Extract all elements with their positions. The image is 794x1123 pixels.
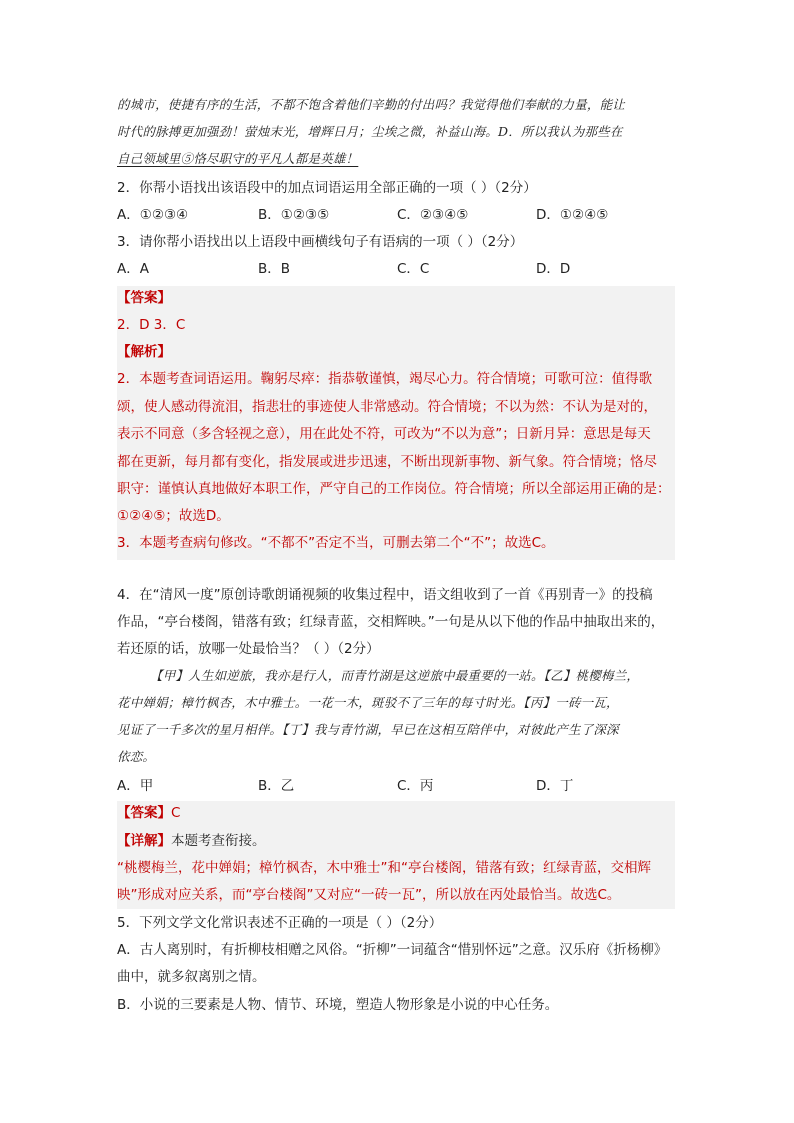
answer-tag-2: 【答案】 — [117, 805, 171, 821]
analysis-line-5: 职守：谨慎认真地做好本职工作，严守自己的工作岗位。符合情境；所以全部运用正确的是： — [117, 481, 671, 497]
analysis-line-2: 颂，使人感动得流泪，指悲壮的事迹使人非常感动。符合情境；不以为然：不认为是对的， — [117, 399, 657, 415]
passage-line-2: 时代的脉搏更加强劲！萤烛末光，增辉日月；尘埃之微，补益山海。D．所以我认为那些在 — [117, 124, 623, 139]
q4-line-2: 作品，“亭台楼阁，错落有致；红绿青蓝，交相辉映。”一句是从以下他的作品中抽取出来的， — [117, 614, 665, 630]
q3-option-a: A．A — [117, 261, 149, 277]
q3-option-c: C．C — [397, 261, 430, 277]
q4-line-3: 若还原的话，放哪一处最恰当？（ ）（2分） — [117, 641, 380, 657]
q4-quote-line-1: 【甲】人生如逆旅，我亦是行人，而青竹湖是这逆旅中最重要的一站。【乙】桃樱梅兰， — [150, 668, 640, 683]
q4-option-a: A．甲 — [117, 778, 154, 794]
q2-option-b: B．①②③⑤ — [258, 207, 330, 223]
analysis-line-6: ①②④⑤；故选D。 — [117, 508, 230, 524]
q4-quote-line-2: 花中婵娟；樟竹枫杏，木中雅士。一花一木，斑驳不了三年的每寸时光。【丙】一砖一瓦， — [117, 695, 619, 710]
q5-option-a-line-2: 曲中，就多叙离别之情。 — [117, 969, 266, 985]
answer-tag-1: 【答案】 — [117, 290, 171, 306]
detail-intro: 本题考查衔接。 — [171, 833, 266, 849]
answer-text-1: 2．D 3．C — [117, 317, 186, 333]
detail-row — [117, 831, 266, 851]
detail-line-2: 映”形成对应关系，而“亭台楼阁”又对应“一砖一瓦”，所以放在丙处最恰当。故选C。 — [117, 887, 621, 903]
passage-line-3: 自己领域里⑤恪尽职守的平凡人都是英雄！ — [117, 151, 359, 166]
q4-option-c: C．丙 — [397, 778, 434, 794]
q2-stem: 2．你帮小语找出该语段中的加点词语运用全部正确的一项（ ）（2分） — [117, 180, 537, 196]
analysis-line-7: 3．本题考查病句修改。“不都不”否定不当，可删去第二个“不”；故选C。 — [117, 535, 555, 551]
q5-option-b: B．小说的三要素是人物、情节、环境，塑造人物形象是小说的中心任务。 — [117, 997, 559, 1013]
q4-line-1: 4．在“清风一度”原创诗歌朗诵视频的收集过程中，语文组收到了一首《再别青一》的投稿 — [117, 587, 653, 603]
analysis-line-4: 都在更新，每月都有变化，指发展或进步迅速，不断出现新事物、新气象。符合情境；恪尽 — [117, 454, 657, 470]
analysis-tag: 【解析】 — [117, 344, 171, 360]
q3-option-b: B．B — [258, 261, 291, 277]
q4-option-b: B．乙 — [258, 778, 295, 794]
q2-option-d: D．①②④⑤ — [536, 207, 609, 223]
passage-line-1: 的城市，使捷有序的生活，不都不饱含着他们辛勤的付出吗？我觉得他们奉献的力量，能让 — [117, 97, 626, 112]
q3-stem: 3．请你帮小语找出以上语段中画横线句子有语病的一项（ ）（2分） — [117, 234, 524, 250]
q5-option-a-line-1: A．古人离别时，有折柳枝相赠之风俗。“折柳”一词蕴含“惜别怀远”之意。汉乐府《折杨柳》 — [117, 942, 668, 958]
analysis-line-1: 2．本题考查词语运用。鞠躬尽瘁：指恭敬谨慎，竭尽心力。符合情境；可歌可泣：值得歌 — [117, 371, 653, 387]
answer-value-2: C — [171, 805, 181, 821]
q2-option-a: A．①②③④ — [117, 207, 189, 223]
q2-option-c: C．②③④⑤ — [397, 207, 469, 223]
q5-stem: 5．下列文学文化常识表述不正确的一项是（ ）（2分） — [117, 915, 443, 931]
answer-row-2 — [117, 803, 180, 823]
q4-option-d: D．丁 — [536, 778, 574, 794]
q3-option-d: D．D — [536, 261, 571, 277]
q4-quote-line-3: 见证了一千多次的星月相伴。【丁】我与青竹湖，早已在这相互陪伴中，对彼此产生了深深 — [117, 722, 619, 737]
detail-tag: 【详解】 — [117, 833, 171, 849]
q4-quote-line-4: 依恋。 — [117, 749, 156, 764]
detail-line-1: “桃樱梅兰，花中婵娟；樟竹枫杏，木中雅士”和“亭台楼阁，错落有致；红绿青蓝，交相辉 — [117, 860, 651, 876]
analysis-line-3: 表示不同意（多含轻视之意），用在此处不符，可改为“不以为意”；日新月异：意思是每天 — [117, 426, 651, 442]
